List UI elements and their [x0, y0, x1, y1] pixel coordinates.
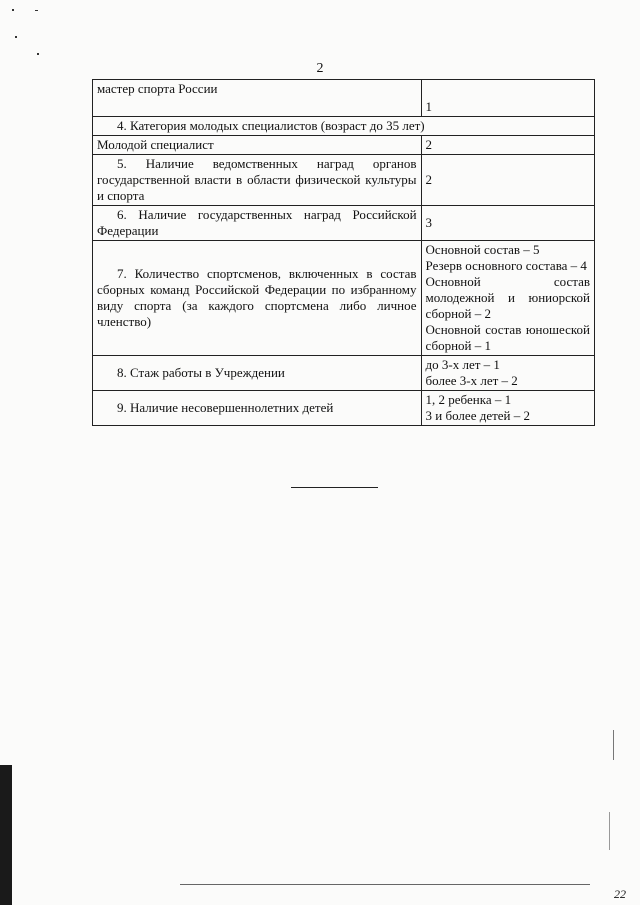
- sheet-number: 22: [614, 887, 626, 901]
- section-heading: 4. Категория молодых специалистов (возраст до 35 лет): [93, 117, 595, 136]
- criterion-cell: Молодой специалист: [93, 136, 422, 155]
- criterion-cell: 9. Наличие несовершеннолетних детей: [93, 391, 422, 426]
- points-cell: [421, 136, 594, 155]
- scan-edge-shadow: [0, 765, 12, 905]
- scan-speck: [35, 10, 38, 11]
- scan-speck: [12, 9, 14, 11]
- points-line: 2: [425, 137, 433, 152]
- points-line: 1: [425, 99, 433, 114]
- table-row: [93, 117, 595, 136]
- points-line: 3: [425, 215, 433, 230]
- scan-speck: [613, 730, 614, 760]
- scan-speck: [609, 812, 610, 850]
- points-cell: [421, 155, 594, 206]
- page-number: 2: [316, 61, 324, 76]
- points-line: Основной состав юношеской сборной – 1: [425, 322, 590, 353]
- table-row: [93, 391, 595, 426]
- points-line: более 3-х лет – 2: [425, 373, 518, 388]
- table-row: [93, 80, 595, 117]
- points-line: 2: [425, 172, 433, 187]
- criterion-cell: 7. Количество спортсменов, включенных в состав сборных команд Российской Федерации по избранному виду спорта (за каждого спортсмена либо личное членство): [93, 241, 422, 356]
- points-cell: [421, 206, 594, 241]
- points-line: 1, 2 ребенка – 1: [425, 392, 512, 407]
- footer-rule: [180, 884, 590, 885]
- points-line: Резерв основного состава – 4: [425, 258, 587, 273]
- table-row: [93, 356, 595, 391]
- table-row: [93, 136, 595, 155]
- end-rule: [291, 487, 378, 488]
- table-row: [93, 241, 595, 356]
- scan-speck: [37, 53, 39, 55]
- points-line: Основной состав – 5: [425, 242, 540, 257]
- points-cell: [421, 356, 594, 391]
- points-line: 3 и более детей – 2: [425, 408, 531, 423]
- table-row: [93, 155, 595, 206]
- scan-speck: [15, 36, 17, 38]
- criterion-cell: мастер спорта России: [93, 80, 422, 117]
- criteria-table: [92, 79, 595, 426]
- criterion-cell: 8. Стаж работы в Учреждении: [93, 356, 422, 391]
- criterion-cell: 5. Наличие ведомственных наград органов государственной власти в области физической культуры и спорта: [93, 155, 422, 206]
- points-line: до 3-х лет – 1: [425, 357, 500, 372]
- points-cell: [421, 80, 594, 117]
- points-cell: [421, 241, 594, 356]
- points-cell: [421, 391, 594, 426]
- table-row: [93, 206, 595, 241]
- criterion-cell: 6. Наличие государственных наград Российской Федерации: [93, 206, 422, 241]
- points-line: Основной состав молодежной и юниорской сборной – 2: [425, 274, 590, 321]
